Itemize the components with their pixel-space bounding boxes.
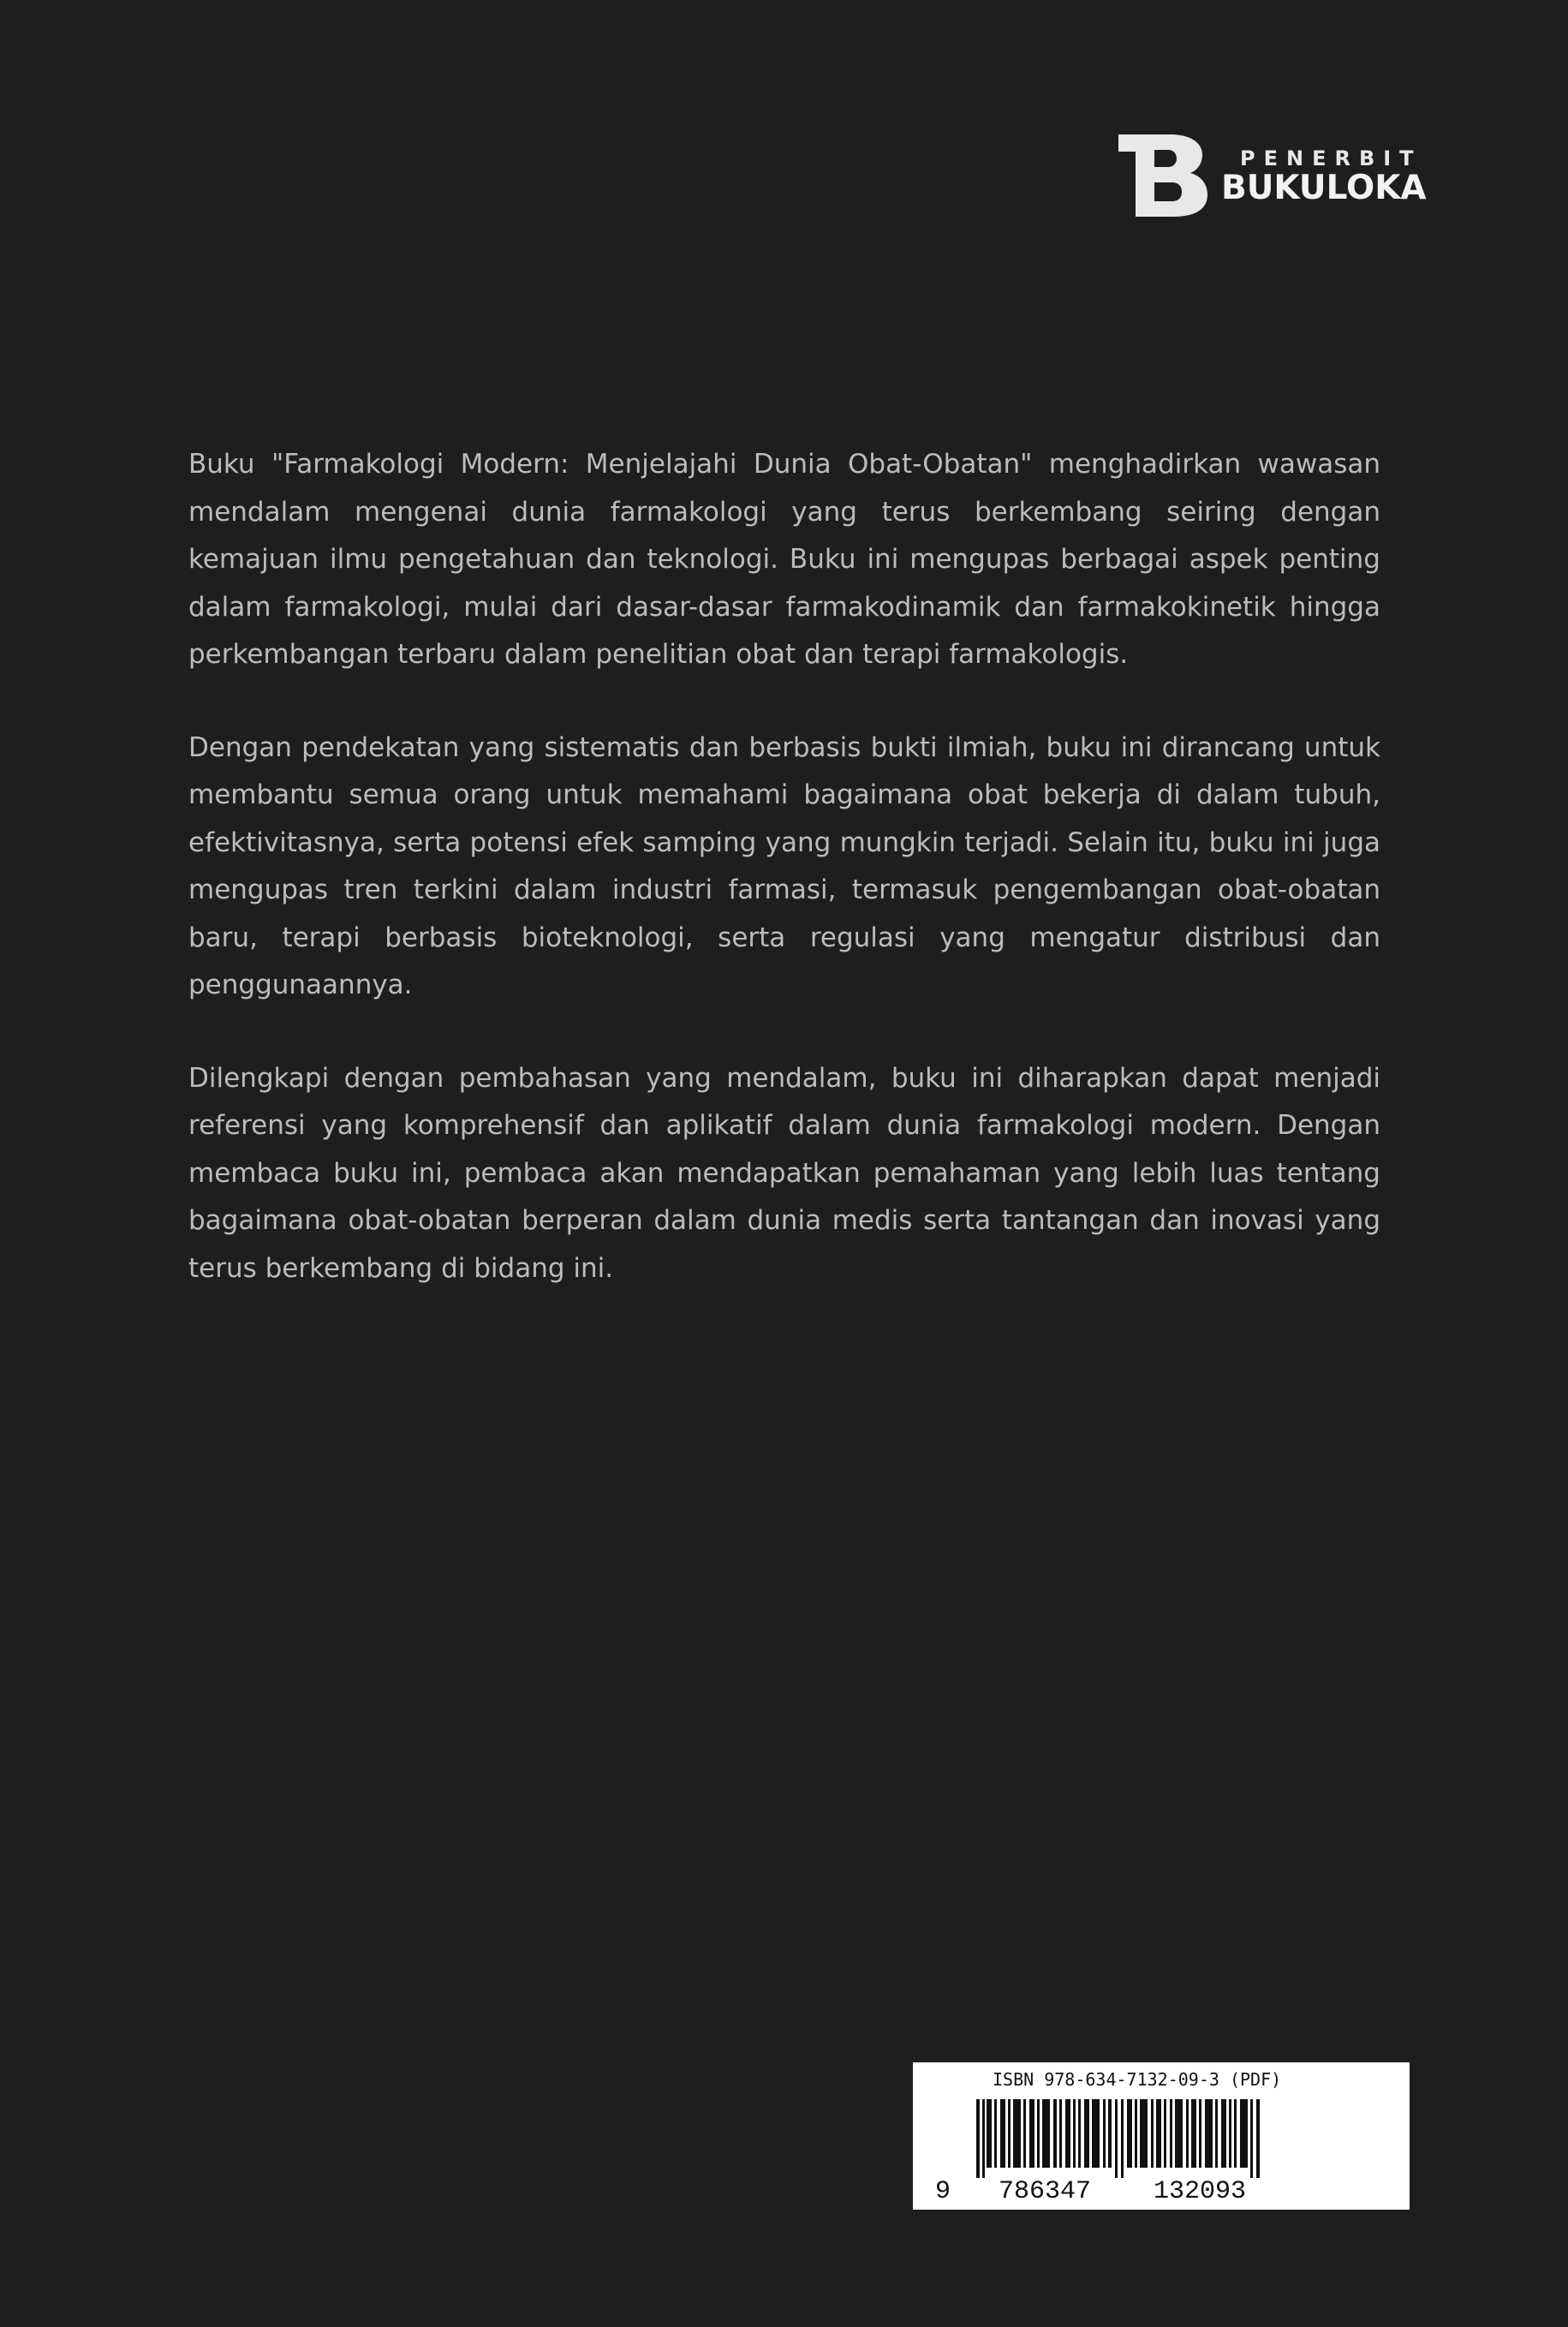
barcode-digits-left: 786347 xyxy=(999,2177,1092,2206)
barcode-bar xyxy=(1013,2099,1021,2168)
blurb-paragraph-1: Buku "Farmakologi Modern: Menjelajahi Dunia Obat-Obatan" menghadirkan wawasan mendalam mengenai dunia farmakologi yang terus berkembang seiring dengan kemajuan ilmu pengetahuan dan teknologi. Buku ini mengupas berbagai aspek penting dalam farmakologi, mulai dari dasar-dasar farmakodinamik dan farmakokinetik hingga perkembangan terbaru dalam penelitian obat dan terapi farmakologis. xyxy=(188,449,1380,670)
barcode-bar xyxy=(1240,2099,1248,2168)
publisher-name: BUKULOKA xyxy=(1221,169,1427,207)
barcode-bar xyxy=(1037,2099,1040,2168)
publisher-logo xyxy=(1118,134,1444,217)
barcode-bar xyxy=(1229,2099,1231,2168)
barcode-bar xyxy=(1108,2099,1112,2168)
barcode-bar xyxy=(1156,2099,1161,2168)
barcode-bar xyxy=(1215,2099,1218,2168)
barcode-bar xyxy=(1103,2099,1106,2168)
blurb-paragraph-2: Dengan pendekatan yang sistematis dan berbasis bukti ilmiah, buku ini dirancang untuk membantu semua orang untuk memahami bagaimana obat bekerja di dalam tubuh, efektivitasnya, serta potensi efek samping yang mungkin terjadi. Selain itu, buku ini juga mengupas tren terkini dalam industri farmasi, termasuk pengembangan obat-obatan baru, terapi berbasis bioteknologi, serta regulasi yang mengatur distribusi dan penggunaannya. xyxy=(188,731,1380,1000)
barcode-bar xyxy=(1000,2099,1005,2168)
barcode-digits-right: 132093 xyxy=(1154,2177,1247,2206)
barcode-bar xyxy=(1042,2099,1050,2168)
barcode-bar xyxy=(1256,2099,1260,2178)
barcode-bar xyxy=(1121,2099,1124,2178)
isbn-label: ISBN 978-634-7132-09-3 (PDF) xyxy=(993,2069,1282,2090)
barcode-bar xyxy=(1073,2099,1076,2168)
barcode-bar xyxy=(1234,2099,1237,2168)
barcode-bar xyxy=(976,2099,980,2178)
barcode-bar xyxy=(1250,2099,1253,2178)
barcode-bar xyxy=(1164,2099,1166,2168)
barcode-bar xyxy=(1008,2099,1011,2168)
isbn-barcode-box xyxy=(913,2062,1410,2210)
barcode-bar xyxy=(987,2099,992,2168)
publisher-prefix: PENERBIT xyxy=(1240,146,1422,170)
barcode-bar xyxy=(1170,2099,1172,2168)
barcode-bar xyxy=(1115,2099,1118,2178)
back-cover-blurb xyxy=(188,441,1380,1338)
barcode-bar xyxy=(994,2099,997,2168)
barcode-digit-lead: 9 xyxy=(935,2177,951,2206)
barcode-bar xyxy=(1053,2099,1057,2168)
publisher-b-mark-icon xyxy=(1118,134,1213,217)
barcode xyxy=(976,2099,1387,2178)
barcode-bar xyxy=(1191,2099,1196,2168)
barcode-bar xyxy=(1199,2099,1201,2168)
barcode-bar xyxy=(982,2099,985,2178)
barcode-bar xyxy=(1205,2099,1213,2168)
barcode-bar xyxy=(1078,2099,1081,2168)
barcode-bar xyxy=(1140,2099,1148,2168)
barcode-bar xyxy=(1135,2099,1137,2168)
barcode-bar xyxy=(1084,2099,1089,2168)
barcode-bar xyxy=(1186,2099,1189,2168)
barcode-bar xyxy=(1221,2099,1226,2168)
blurb-paragraph-3: Dilengkapi dengan pembahasan yang mendalam, buku ini diharapkan dapat menjadi referensi yang komprehensif dan aplikatif dalam dunia farmakologi modern. Dengan membaca buku ini, pembaca akan mendapatkan pemahaman yang lebih luas tentang bagaimana obat-obatan berperan dalam dunia medis serta tantangan dan inovasi yang terus berkembang di bidang ini. xyxy=(188,1062,1380,1284)
barcode-bar xyxy=(1023,2099,1026,2168)
barcode-bar xyxy=(1065,2099,1070,2168)
barcode-bar xyxy=(1127,2099,1132,2168)
barcode-bar xyxy=(1029,2099,1034,2168)
barcode-bar xyxy=(1175,2099,1183,2168)
barcode-bar xyxy=(1151,2099,1154,2168)
barcode-bar xyxy=(1092,2099,1100,2168)
barcode-bar xyxy=(1059,2099,1062,2168)
